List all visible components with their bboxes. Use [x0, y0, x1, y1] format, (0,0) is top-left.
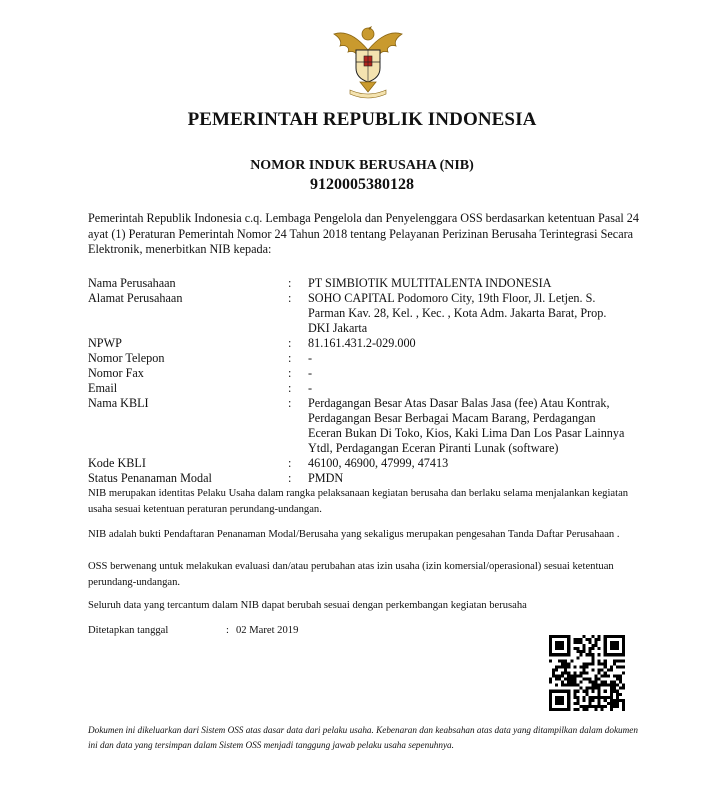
- field-value: 81.161.431.2-029.000: [308, 336, 416, 350]
- field-row-company-address: [88, 291, 648, 336]
- field-separator: :: [288, 381, 292, 395]
- issued-date-value: 02 Maret 2019: [236, 625, 299, 636]
- field-row-email: [88, 381, 648, 396]
- paragraph-nib-proof: NIB adalah bukti Pendaftaran Penanaman Modal/Berusaha yang sekaligus merupakan pengesahan Tanda Daftar Perusahaan .: [88, 529, 620, 540]
- field-value: PT SIMBIOTIK MULTITALENTA INDONESIA: [308, 276, 552, 290]
- footer-disclaimer: Dokumen ini dikeluarkan dari Sistem OSS atas dasar data dari pelaku usaha. Kebenaran dan keabsahan atas data yang ditampilkan dalam dokumen ini dan data yang tersimpan dalam Sistem OSS menjadi tanggung jawab pelaku usaha sepenuhnya.: [88, 725, 638, 750]
- paragraph-data-change: Seluruh data yang tercantum dalam NIB dapat berubah sesuai dengan perkembangan kegiatan berusaha: [88, 600, 527, 611]
- field-label: Email: [88, 381, 118, 395]
- field-value: SOHO CAPITAL Podomoro City, 19th Floor, Jl. Letjen. S. Parman Kav. 28, Kel. , Kec. , Kota Adm. Jakarta Barat, Prop. DKI Jakarta: [308, 291, 607, 335]
- field-separator: :: [288, 471, 292, 485]
- field-label: Status Penanaman Modal: [88, 471, 212, 485]
- nib-number: 9120005380128: [310, 176, 414, 193]
- field-label: Kode KBLI: [88, 456, 146, 470]
- company-fields: [88, 276, 648, 486]
- field-label: Alamat Perusahaan: [88, 291, 183, 305]
- field-separator: :: [288, 456, 292, 470]
- field-row-kbli-name: [88, 396, 648, 456]
- field-value: Perdagangan Besar Atas Dasar Balas Jasa (fee) Atau Kontrak, Perdagangan Besar Berbagai Macam Barang, Perdagangan Eceran Bukan Di Toko, Kios, Kaki Lima Dan Los Pasar Lainnya Ytdl, Perdagangan Eceran Piranti Lunak (software): [308, 396, 625, 455]
- field-value: 46100, 46900, 47999, 47413: [308, 456, 449, 470]
- paragraph-oss-authority: OSS berwenang untuk melakukan evaluasi dan/atau perubahan atas izin usaha (izin komersial/operasional) sesuai ketentuan perundang-undangan.: [88, 561, 614, 588]
- field-value: PMDN: [308, 471, 344, 485]
- field-row-fax: [88, 366, 648, 381]
- field-separator: :: [288, 336, 292, 350]
- field-row-phone: [88, 351, 648, 366]
- field-value: -: [308, 381, 313, 395]
- issued-date-row: [88, 625, 298, 636]
- qr-code-icon: [549, 635, 625, 711]
- garuda-emblem-icon: [328, 20, 408, 100]
- document-title: PEMERINTAH REPUBLIK INDONESIA: [187, 109, 537, 130]
- field-label: Nomor Fax: [88, 366, 144, 380]
- field-separator: :: [288, 291, 292, 305]
- field-row-npwp: [88, 336, 648, 351]
- intro-paragraph: Pemerintah Republik Indonesia c.q. Lembaga Pengelola dan Penyelenggara OSS berdasarkan ketentuan Pasal 24 ayat (1) Peraturan Pemerintah Nomor 24 Tahun 2018 tentang Pelayanan Perizinan Berusaha Terintegrasi Secara Elektronik, menerbitkan NIB kepada:: [88, 211, 639, 256]
- field-row-company-name: [88, 276, 648, 291]
- field-separator: :: [288, 396, 292, 410]
- field-separator: :: [288, 351, 292, 365]
- field-row-kbli-code: [88, 456, 648, 471]
- field-value: -: [308, 351, 313, 365]
- issued-date-label: Ditetapkan tanggal: [88, 625, 169, 636]
- field-separator: :: [288, 276, 292, 290]
- field-label: Nomor Telepon: [88, 351, 165, 365]
- field-label: NPWP: [88, 336, 122, 350]
- issued-date-separator: :: [226, 625, 229, 636]
- nib-heading: NOMOR INDUK BERUSAHA (NIB): [250, 158, 474, 173]
- field-label: Nama Perusahaan: [88, 276, 176, 290]
- field-row-investment-status: [88, 471, 648, 486]
- field-separator: :: [288, 366, 292, 380]
- field-label: Nama KBLI: [88, 396, 149, 410]
- field-value: -: [308, 366, 313, 380]
- paragraph-nib-identity: NIB merupakan identitas Pelaku Usaha dalam rangka pelaksanaan kegiatan berusaha dan berlaku selama menjalankan kegiatan usaha sesuai ketentuan peraturan perundang-undangan.: [88, 488, 629, 515]
